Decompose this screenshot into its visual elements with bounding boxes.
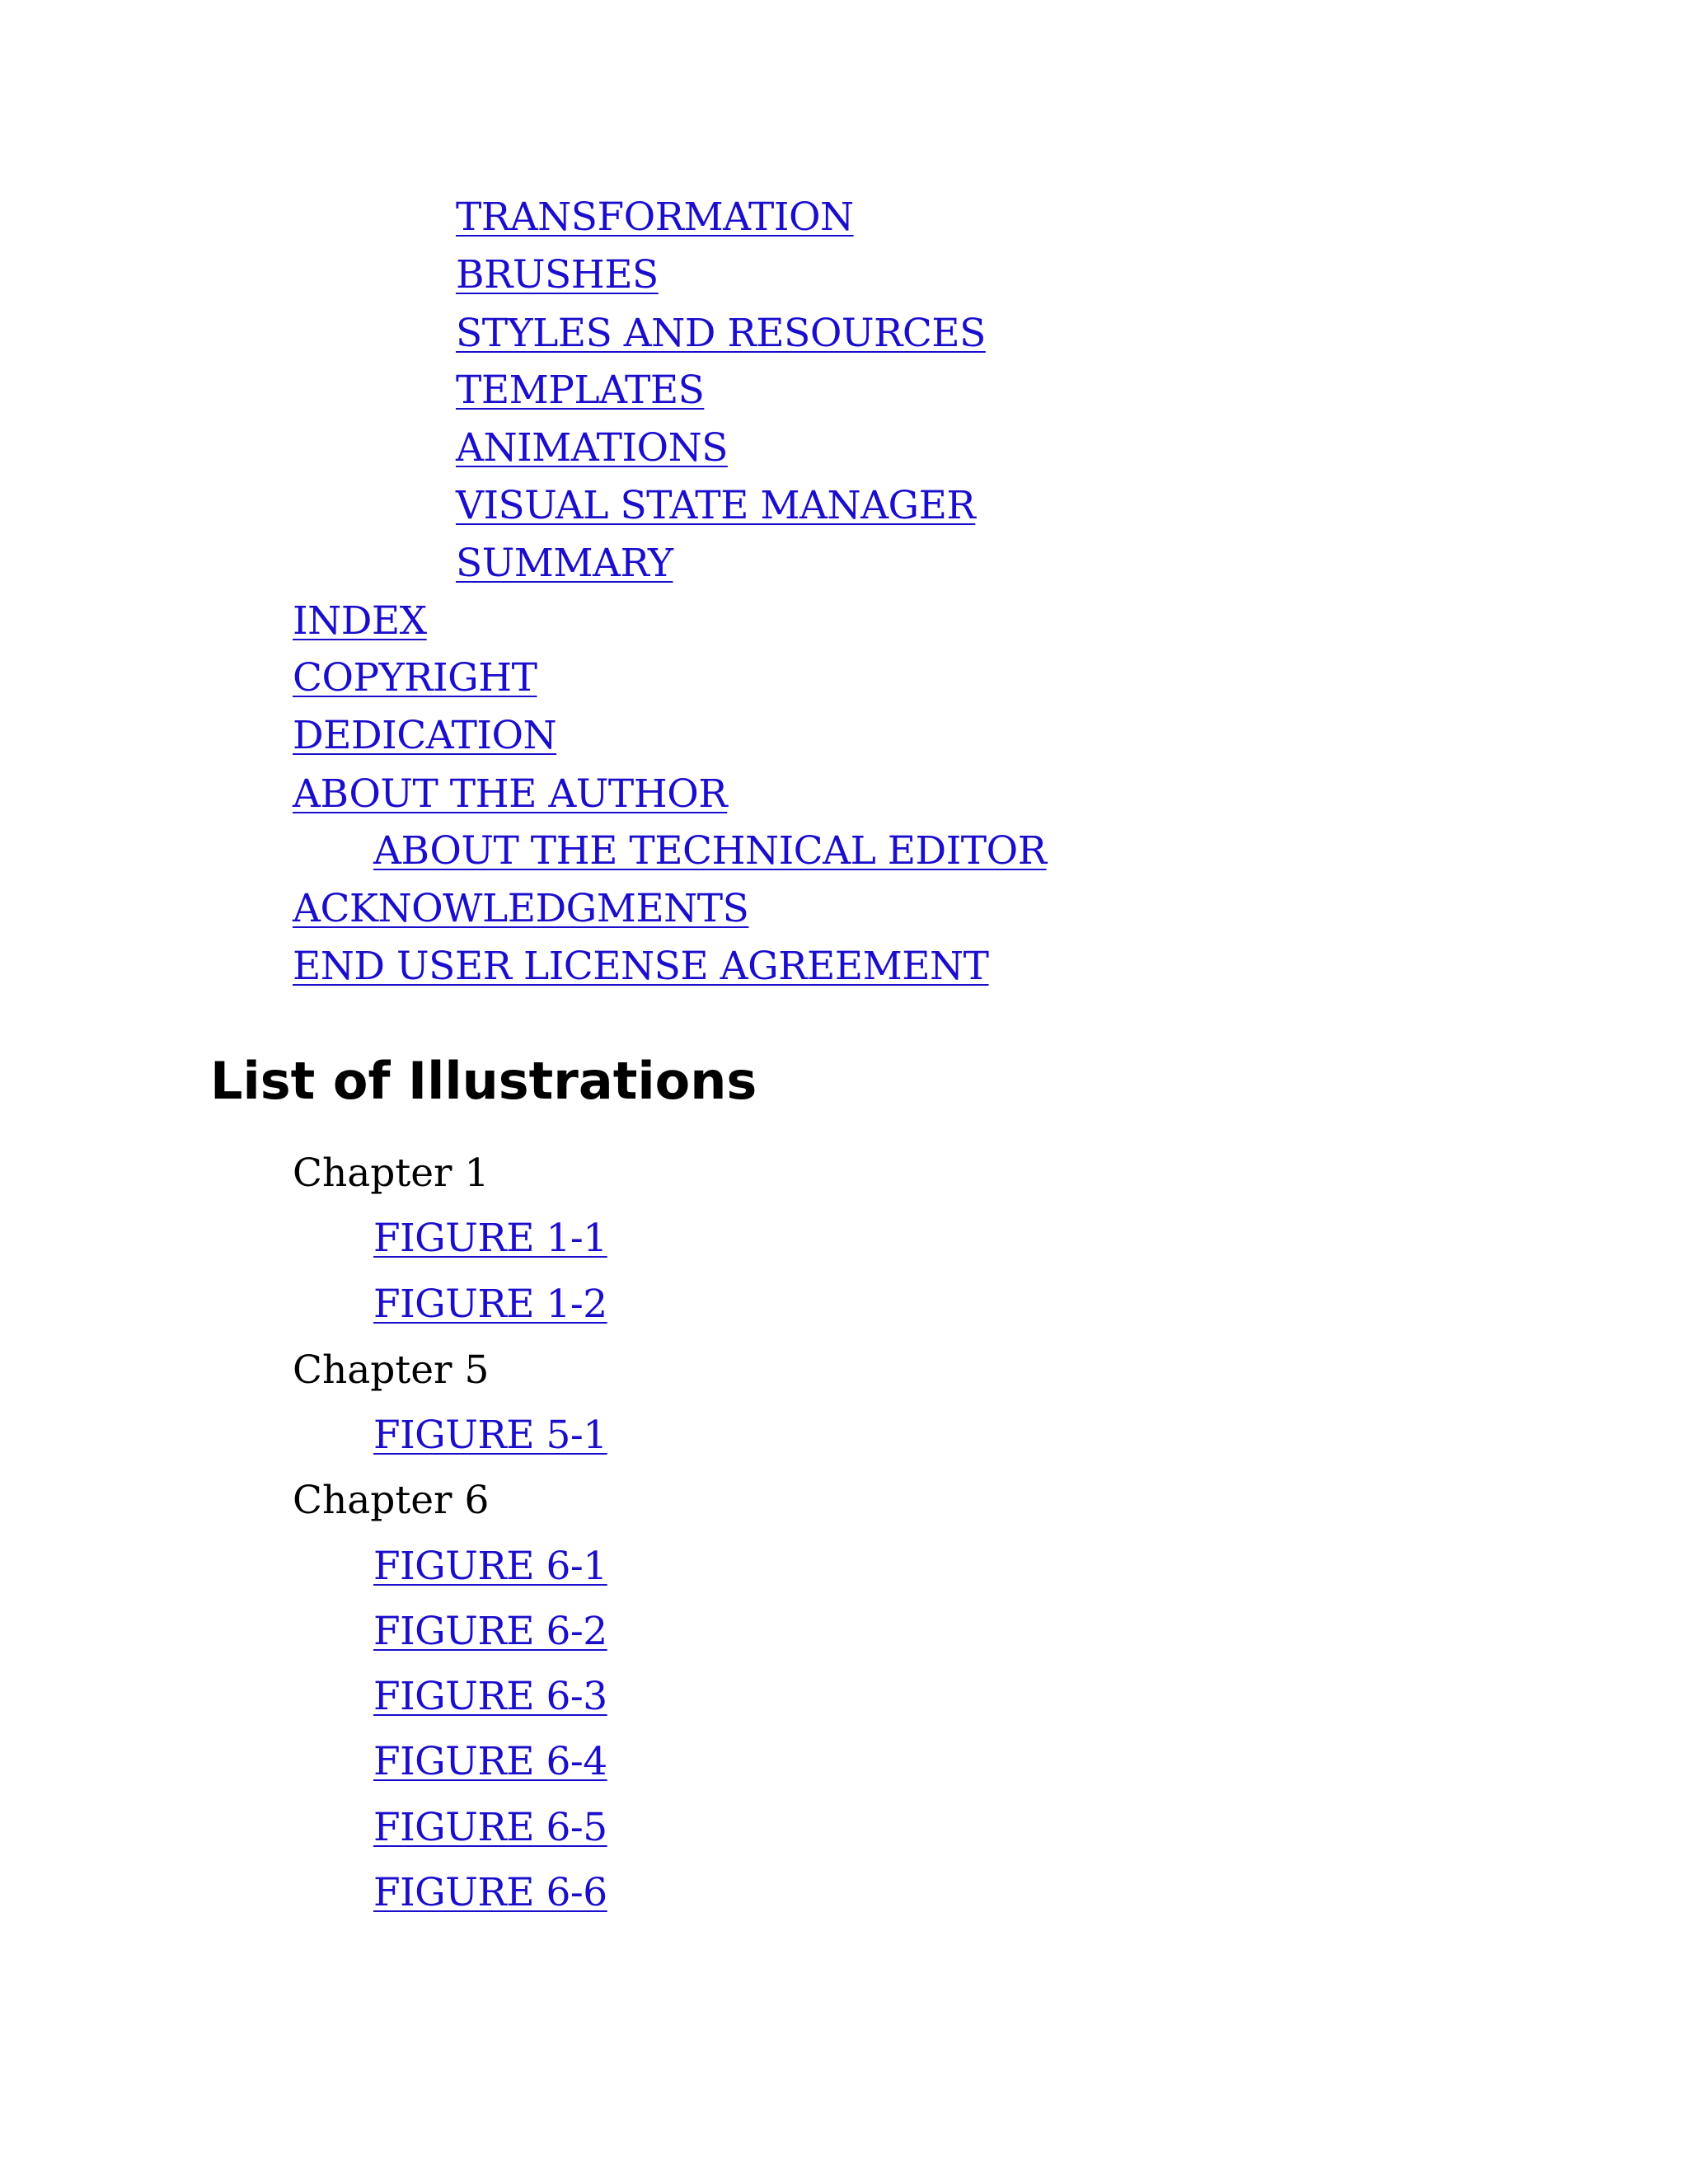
- figure-link-6-5[interactable]: FIGURE 6-5: [373, 1805, 607, 1850]
- toc-link-copyright[interactable]: COPYRIGHT: [293, 655, 537, 701]
- toc-link-about-the-author[interactable]: ABOUT THE AUTHOR: [293, 771, 728, 817]
- figure-link-6-6[interactable]: FIGURE 6-6: [373, 1870, 607, 1915]
- toc-link-templates[interactable]: TEMPLATES: [456, 368, 705, 413]
- toc-link-about-the-technical-editor[interactable]: ABOUT THE TECHNICAL EDITOR: [373, 828, 1047, 874]
- toc-link-acknowledgments[interactable]: ACKNOWLEDGMENTS: [293, 886, 749, 931]
- toc-link-transformation[interactable]: TRANSFORMATION: [456, 194, 854, 240]
- chapter-5-label: Chapter 5: [293, 1347, 490, 1393]
- toc-link-styles-and-resources[interactable]: STYLES AND RESOURCES: [456, 311, 986, 356]
- list-of-illustrations-heading: List of Illustrations: [210, 1051, 757, 1111]
- figure-link-1-1[interactable]: FIGURE 1-1: [373, 1216, 607, 1261]
- chapter-1-label: Chapter 1: [293, 1151, 490, 1196]
- toc-link-visual-state-manager[interactable]: VISUAL STATE MANAGER: [456, 483, 976, 528]
- figure-link-6-2[interactable]: FIGURE 6-2: [373, 1609, 607, 1654]
- figure-link-6-4[interactable]: FIGURE 6-4: [373, 1739, 607, 1784]
- toc-link-index[interactable]: INDEX: [293, 598, 427, 644]
- toc-link-summary[interactable]: SUMMARY: [456, 541, 673, 586]
- toc-link-end-user-license-agreement[interactable]: END USER LICENSE AGREEMENT: [293, 944, 989, 989]
- chapter-6-label: Chapter 6: [293, 1478, 490, 1523]
- figure-link-6-1[interactable]: FIGURE 6-1: [373, 1544, 607, 1589]
- toc-link-animations[interactable]: ANIMATIONS: [456, 425, 728, 471]
- figure-link-1-2[interactable]: FIGURE 1-2: [373, 1282, 607, 1327]
- toc-link-dedication[interactable]: DEDICATION: [293, 713, 557, 758]
- figure-link-6-3[interactable]: FIGURE 6-3: [373, 1674, 607, 1719]
- figure-link-5-1[interactable]: FIGURE 5-1: [373, 1413, 607, 1458]
- toc-link-brushes[interactable]: BRUSHES: [456, 252, 659, 298]
